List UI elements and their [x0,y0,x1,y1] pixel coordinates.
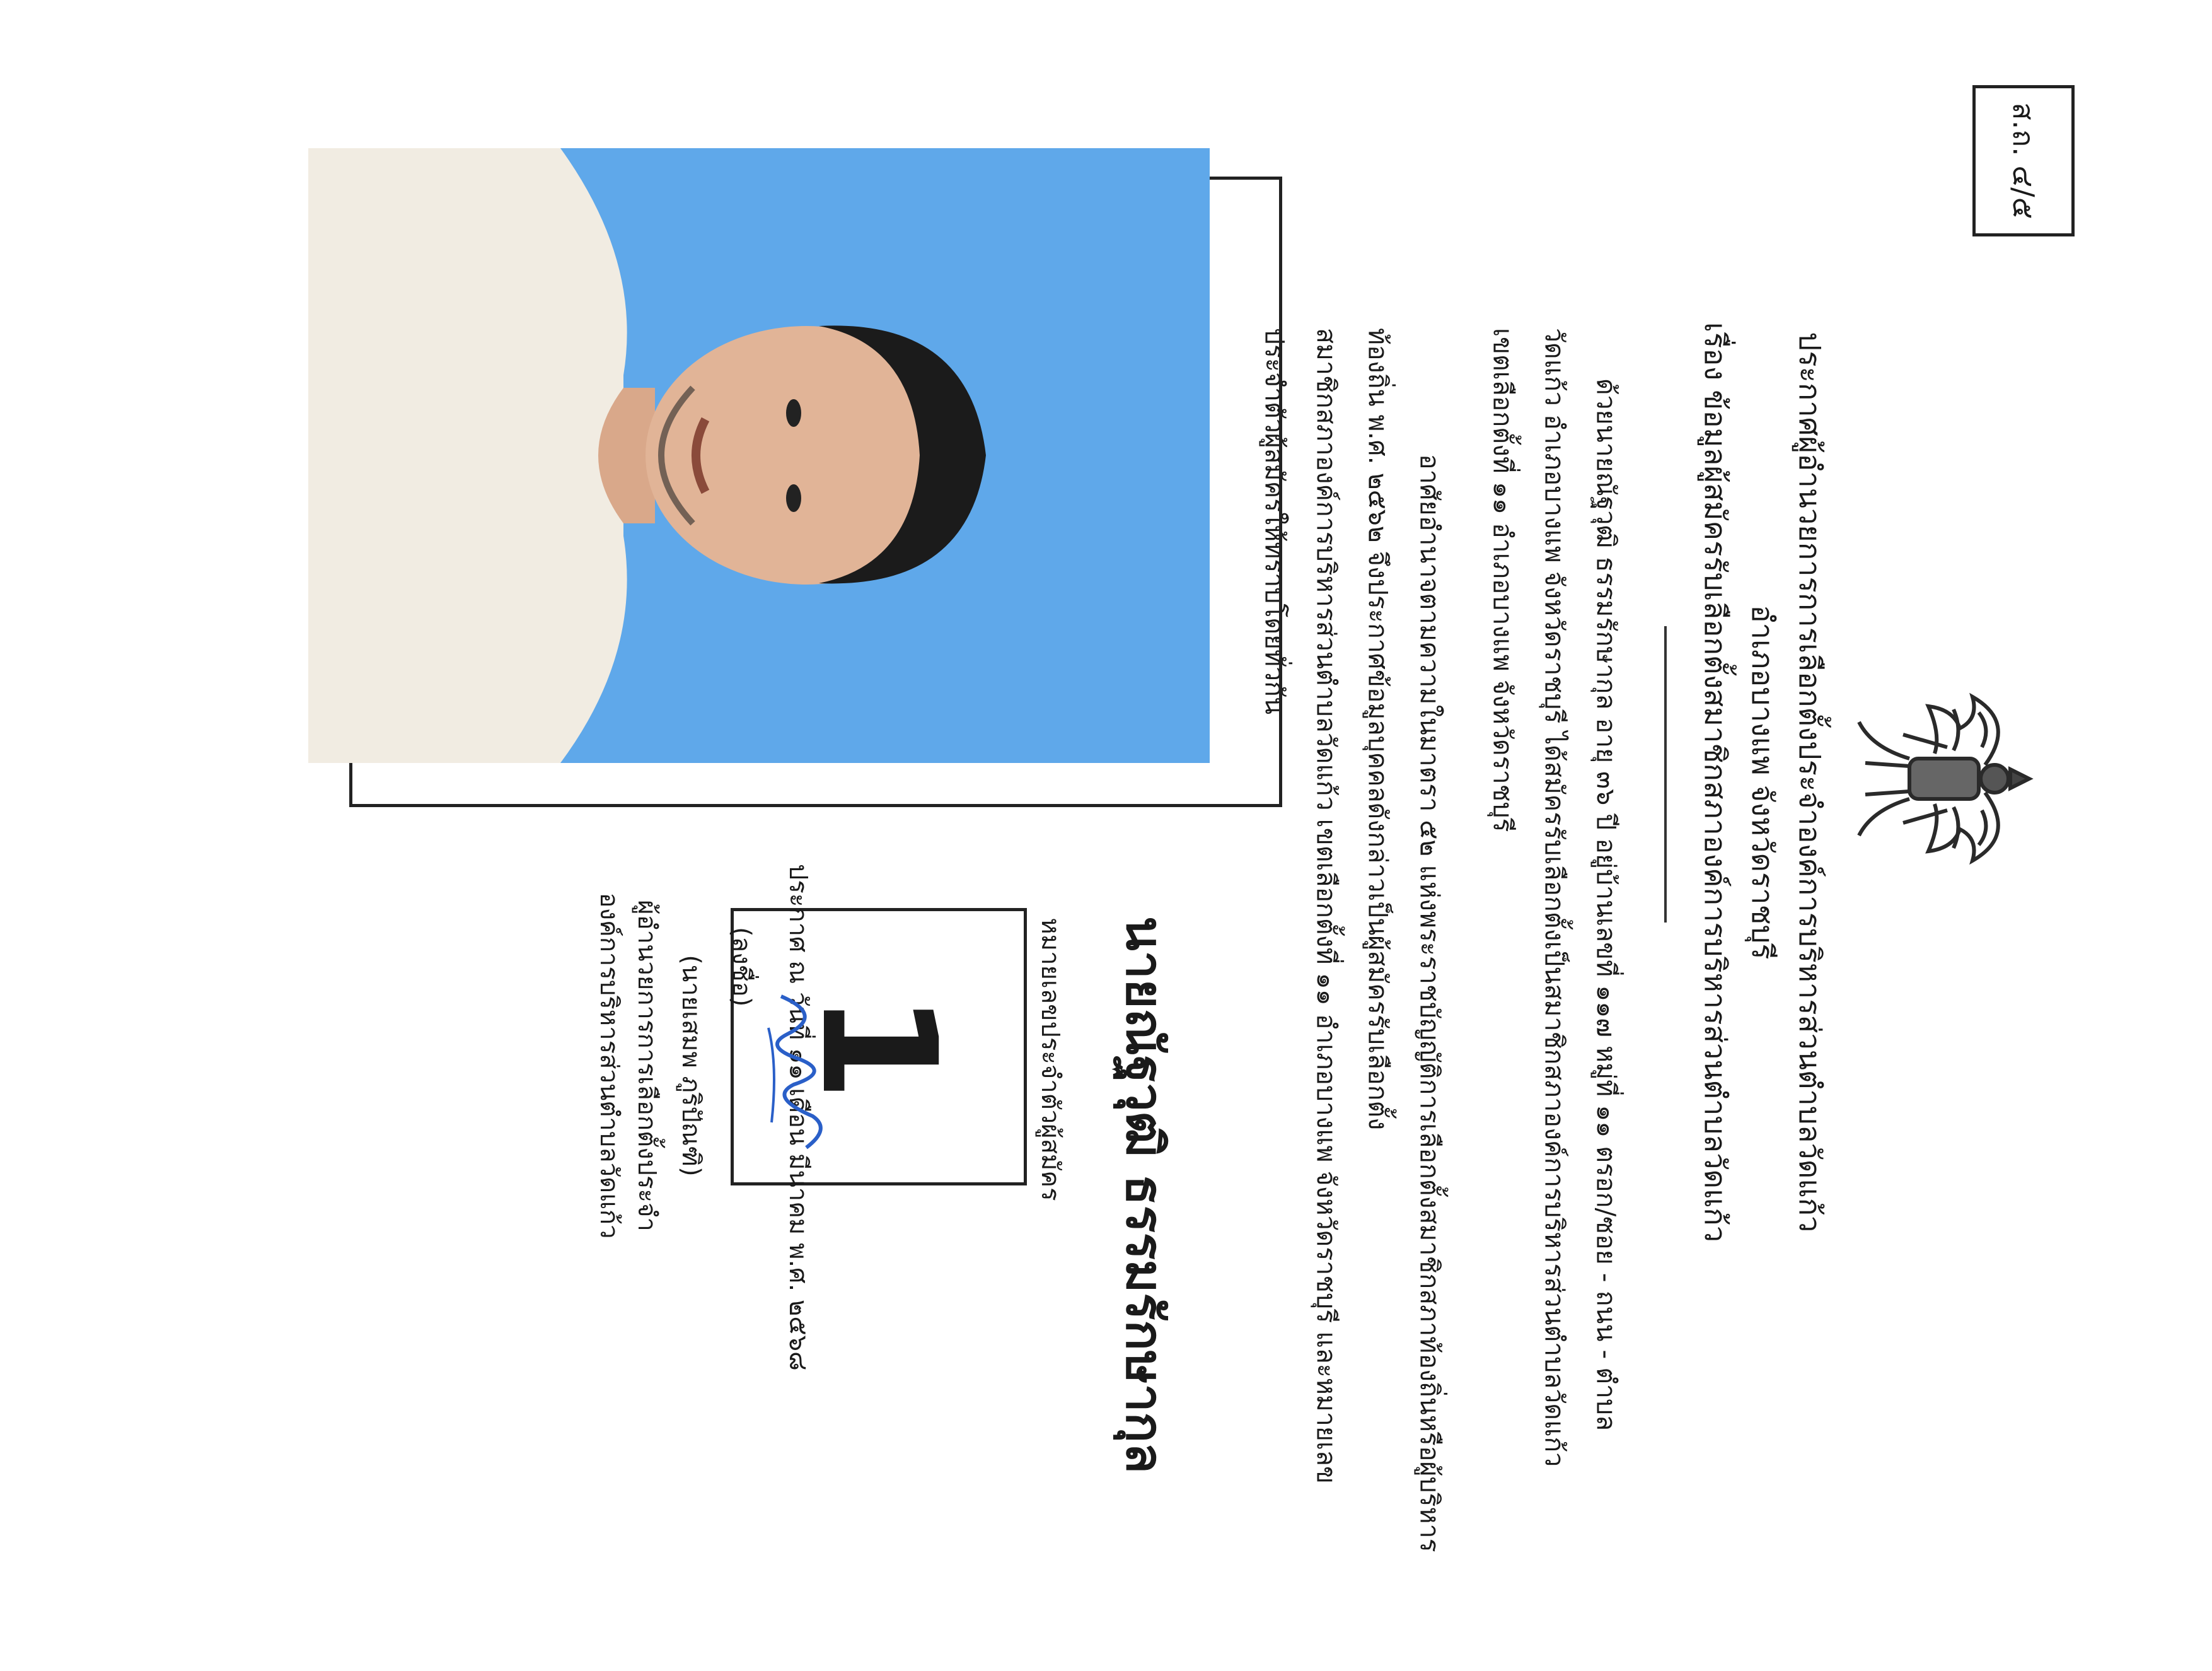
title-line-2: อำเภอบางแพ จังหวัดราชบุรี [1745,605,1780,960]
candidate-photo [308,148,1210,763]
body-paragraph-2-line-3: สมาชิกสภาองค์การบริหารส่วนตำบลวัดแก้ว เขตเลือกตั้งที่ ๑๑ อำเภอบางแพ จังหวัดราชบุรี และหมายเลข [1311,328,1341,1484]
body-paragraph-1-line-2: วัดแก้ว อำเภอบางแพ จังหวัดราชบุรี ได้สมัครรับเลือกตั้งเป็นสมาชิกสภาองค์การบริหารส่วนตำบลวัดแก้ว [1539,328,1570,1467]
body-paragraph-2-line-2: ท้องถิ่น พ.ศ. ๒๕๖๒ จึงประกาศข้อมูลบุคคลดังกล่าวเป็นผู้สมัครรับเลือกตั้ง [1363,328,1393,1131]
candidate-name: นายณัฐวุฒิ ธรรมรักษากุล [1115,916,1174,1474]
form-code: ส.ถ. ๔/๕ [2006,102,2041,219]
signer-position-line-2: องค์การบริหารส่วนตำบลวัดแก้ว [594,892,623,1239]
title-line-1: ประกาศผู้อำนวยการการเลือกตั้งประจำองค์การบริหารส่วนตำบลวัดแก้ว [1792,332,1827,1233]
candidate-portrait-icon [308,148,1210,763]
divider [1664,626,1667,923]
candidate-number: 1 [787,992,971,1102]
body-paragraph-1-line-3: เขตเลือกตั้งที่ ๑๑ อำเภอบางแพ จังหวัดราชบุรี [1488,328,1518,832]
sign-label: (ลงชื่อ) [727,927,756,1007]
title-line-3: เรื่อง ข้อมูลผู้สมัครรับเลือกตั้งสมาชิกสภาองค์การบริหารส่วนตำบลวัดแก้ว [1698,322,1732,1243]
body-paragraph-2-line-4: ประจำตัวผู้สมัครให้ทราบโดยทั่วกัน [1259,328,1290,714]
signer-position-line-1: ผู้อำนวยการการเลือกตั้งประจำ [632,900,661,1231]
body-paragraph-2-line-1: อาศัยอำนาจตามความในมาตรา ๕๒ แห่งพระราชบัญญัติการเลือกตั้งสมาชิกสภาท้องถิ่นหรือผู้บริหาร [1415,454,1445,1552]
garuda-emblem-icon [1846,684,2054,873]
announcement-date: ประกาศ ณ วันที่ ๑๑ เดือน มีนาคม พ.ศ. ๒๕๖๘ [784,864,813,1371]
signer-name: (นายเสมพ ภูริปัณฑิ) [676,955,705,1177]
body-paragraph-1-line-1: ด้วยนายณัฐวุฒิ ธรรมรักษากุล อายุ ๓๖ ปี อยู่บ้านเลขที่ ๑๑๗ หมู่ที่ ๑๑ ตรอก/ซอย - ถนน - ตำบล [1591,378,1621,1431]
form-code-box [1972,85,2075,236]
candidate-number-label: หมายเลขประจำตัวผู้สมัคร [1036,917,1065,1201]
handwritten-signature [756,990,838,1154]
